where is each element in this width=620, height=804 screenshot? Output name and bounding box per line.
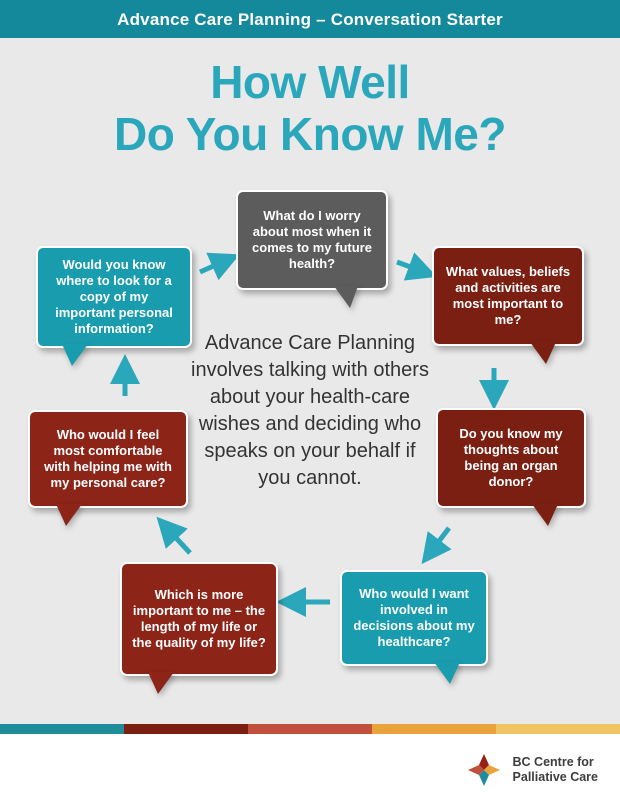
strip-segment-4	[372, 724, 496, 734]
page-title	[0, 56, 620, 160]
bubble-organ-text: Do you know my thoughts about being an organ donor?	[459, 426, 563, 489]
bubble-length-text: Which is more important to me – the length of my life or the quality of my life?	[132, 587, 266, 650]
arrow-copy-to-worry	[200, 260, 227, 272]
arrow-length-to-care	[166, 527, 190, 553]
center-paragraph: Advance Care Planning involves talking with others about your health-care wishes and deciding who speaks on your behalf if you cannot.	[191, 332, 429, 489]
bubble-decisions-tail	[434, 662, 460, 684]
bubble-length	[120, 562, 278, 676]
bubble-care	[28, 410, 188, 508]
bubble-worry-tail	[334, 286, 358, 308]
bubble-copy	[36, 246, 192, 348]
logo-text	[513, 755, 598, 785]
strip-segment-5	[496, 724, 620, 734]
footer-color-strip	[0, 724, 620, 734]
bubble-organ	[436, 408, 586, 508]
bubble-worry-text: What do I worry about most when it comes to my future health?	[252, 208, 372, 271]
bubble-copy-text: Would you know where to look for a copy of my important personal information?	[55, 257, 173, 336]
bubble-organ-tail	[532, 504, 558, 526]
bubble-copy-tail	[62, 344, 88, 366]
bubble-worry	[236, 190, 388, 290]
bubble-decisions-text: Who would I want involved in decisions about my healthcare?	[353, 586, 475, 649]
bubble-values-text: What values, beliefs and activities are most important to me?	[445, 264, 571, 327]
header-title: Advance Care Planning – Conversation Starter	[117, 10, 503, 29]
page-title-line2: Do You Know Me?	[114, 108, 506, 160]
bubble-values-tail	[530, 342, 556, 364]
logo-line-2: Palliative Care	[512, 770, 598, 784]
logo	[464, 750, 598, 790]
footer	[0, 734, 620, 804]
pinwheel-logo-icon	[464, 750, 504, 790]
logo-line-1: BC Centre for	[512, 755, 594, 769]
strip-segment-1	[0, 724, 124, 734]
bubble-values	[432, 246, 584, 346]
bubble-length-tail	[148, 672, 174, 694]
arrow-worry-to-values	[397, 262, 424, 272]
bubble-care-text: Who would I feel most comfortable with helping me with my personal care?	[44, 427, 172, 490]
strip-segment-2	[124, 724, 248, 734]
arrow-organ-to-decisions	[430, 528, 449, 553]
bubble-decisions	[340, 570, 488, 666]
bubble-care-tail	[56, 504, 82, 526]
strip-segment-3	[248, 724, 372, 734]
page-title-line1: How Well	[210, 56, 410, 108]
